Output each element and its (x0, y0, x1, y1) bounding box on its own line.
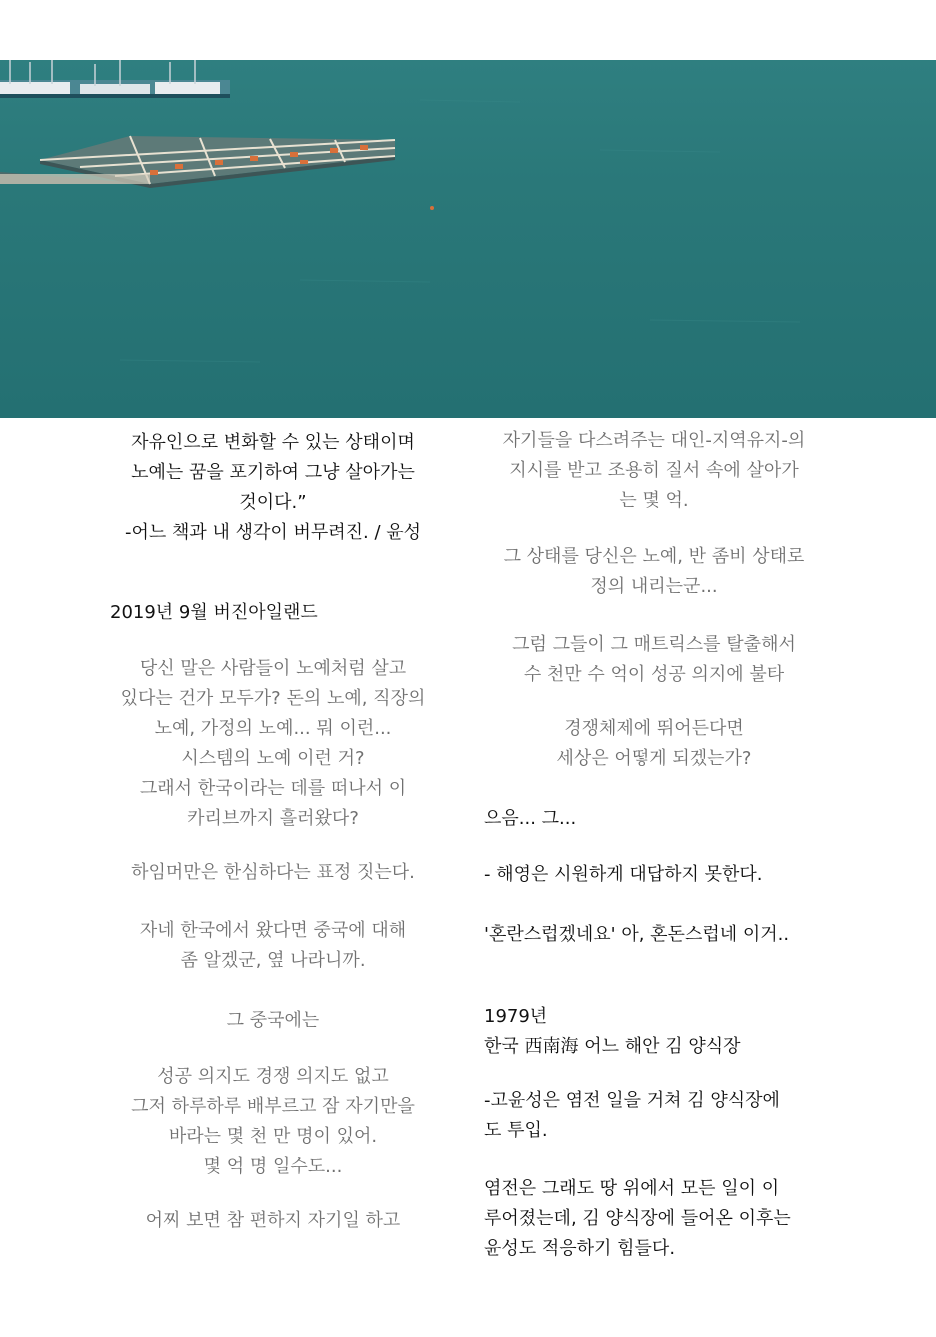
dialogue-escape-matrix: 그럼 그들이 그 매트릭스를 탈출해서 수 천만 수 억이 성공 의지에 불타 (512, 634, 796, 685)
dialogue-comfortable: 어찌 보면 참 편하지 자기일 하고 (145, 1210, 401, 1231)
narration-goyunseong: -고윤성은 염전 일을 거쳐 김 양식장에 도 투입. (484, 1090, 780, 1141)
quote-ending: 자유인으로 변화할 수 있는 상태이며 노예는 꿈을 포기하여 그냥 살아가는 것이다.” -어느 책과 내 생각이 버무려진. / 윤성 (124, 432, 422, 543)
dialogue-china-question: 자네 한국에서 왔다면 중국에 대해 좀 알겠군, 옆 나라니까. (139, 920, 407, 971)
narration-salt-field: 염전은 그래도 땅 위에서 모든 일이 이 루어졌는데, 김 양식장에 들어온 이후는 윤성도 적응하기 힘들다. (484, 1178, 791, 1259)
reply-hesitation: 으음... 그... (484, 808, 577, 829)
sea-farm-photo (0, 60, 936, 418)
dialogue-in-china: 그 중국에는 (226, 1010, 320, 1031)
dialogue-zombie-state: 그 상태를 당신은 노예, 반 좀비 상태로 정의 내리는군... (503, 546, 805, 597)
scene-heading-2019: 2019년 9월 버진아일랜드 (110, 602, 318, 623)
reply-confusing: '혼란스럽겠네요' 아, 혼돈스럽네 이거.. (484, 924, 790, 945)
scene-heading-1979: 1979년 한국 西南海 어느 해안 김 양식장 (484, 1006, 741, 1057)
narration-haeyoung: - 해영은 시원하게 대답하지 못한다. (484, 864, 763, 885)
dialogue-slavery: 당신 말은 사람들이 노예처럼 살고 있다는 건가 모두가? 돈의 노예, 직장의 노예, 가정의 노예... 뭐 이런... 시스템의 노예 이런 거? 그래서 한국이라는 데를 떠나서 이 카리브까지 흘러왔다? (120, 658, 426, 829)
dialogue-competition: 경쟁체제에 뛰어든다면 세상은 어떻게 되겠는가? (556, 718, 752, 769)
dialogue-no-will: 성공 의지도 경쟁 의지도 없고 그저 하루하루 배부르고 잠 자기만을 바라는 몇 천 만 명이 있어. 몇 억 명 일수도... (131, 1066, 415, 1177)
dialogue-ruled-masses: 자기들을 다스려주는 대인-지역유지-의 지시를 받고 조용히 질서 속에 살아가 는 몇 억. (502, 430, 806, 511)
narration-expression: 하임머만은 한심하다는 표정 짓는다. (131, 862, 415, 883)
